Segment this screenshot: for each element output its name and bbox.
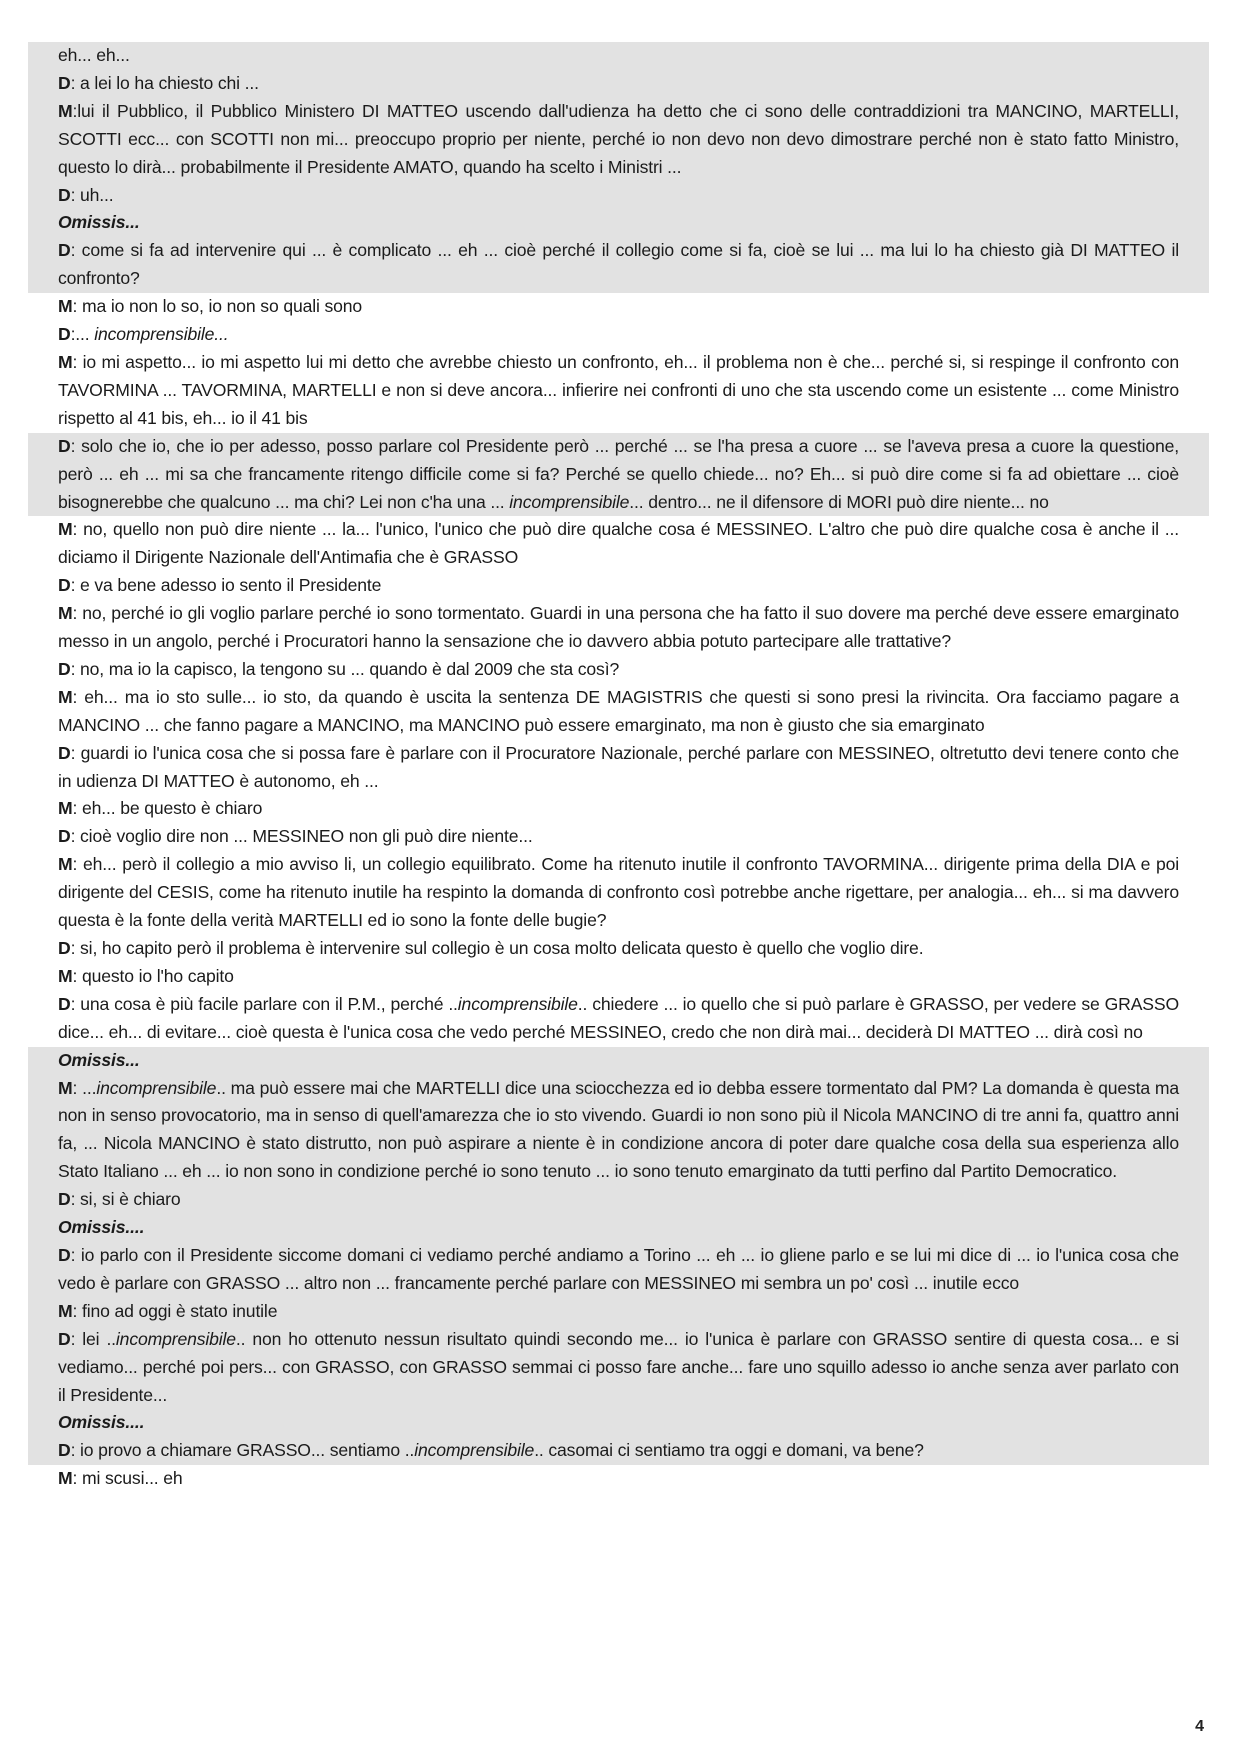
transcript-line [28,600,1209,656]
italic-note: incomprensibile [509,491,630,512]
speaker-label: M [58,965,73,986]
speaker-label: D [58,938,71,958]
line-text: : fino ad oggi è stato inutile [72,1300,278,1321]
line-text: : eh... ma io sto sulle... io sto, da quando è uscita la sentenza DE MAGISTRIS che questi si sono presi la rivincita. Ora facciamo pagare a MANCINO ... che fanno pagare a MANCINO, ma MANCINO può essere emarginato, ma non è giusto che sia emarginato [58,686,1179,735]
line-text: : guardi io l'unica cosa che si possa fare è parlare con il Procuratore Nazionale, perché parlare con MESSINEO, oltretutto devi tenere conto che in udienza DI MATTEO è autonomo, eh ... [58,742,1179,791]
line-text: Omissis... [58,212,140,233]
line-text: : come si fa ad intervenire qui ... è complicato ... eh ... cioè perché il collegio come si fa, cioè se lui ... ma lui lo ha chiesto già DI MATTEO il confronto? [58,240,1179,289]
transcript-line [28,1075,1209,1187]
line-text: :... [70,324,95,345]
speaker-label: D [58,1244,71,1265]
italic-note: incomprensibile [414,1440,535,1461]
transcript-line [28,1326,1209,1410]
transcript-line [28,433,1209,517]
transcript-line [28,740,1209,796]
line-text: Omissis.... [58,1217,145,1238]
speaker-label: D [58,575,71,596]
line-text: : eh... però il collegio a mio avviso li, un collegio equilibrato. Come ha ritenuto inutile il confronto TAVORMINA... dirigente prima della DIA e poi dirigente del CESIS, come ha ritenuto inutile ha respinto la domanda di confronto così potrebbe anche rigettare, per analogia... eh... si ma davvero questa è la fonte della verità MARTELLI ed io sono la fonte delle bugie? [58,854,1179,931]
line-text: : si, si è chiaro [70,1189,181,1210]
speaker-label: M [58,1077,73,1098]
omissis-marker [28,1409,1209,1437]
line-text: : no, perché io gli voglio parlare perché io sono tormentato. Guardi in una persona che ha fatto il suo dovere ma perché deve essere emarginato messo in un angolo, perché i Procuratori hanno la sensazione che io davvero abbia potuto partecipare alle trattative? [58,603,1179,652]
speaker-label: M [58,854,73,875]
speaker-label: D [58,324,71,345]
transcript-line [28,991,1209,1047]
speaker-label: D [58,435,71,456]
line-text: Omissis... [58,1049,140,1070]
line-text: .. ma può essere mai che MARTELLI dice una sciocchezza ed io debba essere tormentato dal PM? La domanda è questa ma non in senso provocatorio, ma in senso di quell'amarezza che io sto vivendo. Guardi io non sono più il Nicola MANCINO di tre anni fa, quattro anni fa, ... Nicola MANCINO è stato distrutto, non può aspirare a niente è in condizione ancora di poter dare qualche cosa della sua esperienza allo Stato Italiano ... eh ... io non sono in condizione perché io sono tenuto ... io sono tenuto emarginato da tutti perfino dal Partito Democratico. [58,1077,1179,1182]
line-text: : ... [72,1077,97,1098]
speaker-label: M [58,519,73,540]
line-text: : cioè voglio dire non ... MESSINEO non gli può dire niente... [70,826,533,847]
speaker-label: M [58,686,73,707]
speaker-label: D [58,1189,71,1210]
transcript-line [28,1186,1209,1214]
transcript-line [28,98,1209,182]
transcript-line [28,1437,1209,1465]
speaker-label: M [58,296,73,317]
transcript-line [28,795,1209,823]
transcript-line [28,1298,1209,1326]
transcript-line [28,684,1209,740]
transcript-line [28,349,1209,433]
transcript-line [28,572,1209,600]
omissis-marker [28,209,1209,237]
speaker-label: D [58,993,71,1014]
line-text: : io provo a chiamare GRASSO... sentiamo .. [70,1440,415,1461]
speaker-label: D [58,72,71,93]
line-text: : solo che io, che io per adesso, posso parlare col Presidente però ... perché ... se l'ha presa a cuore ... se l'aveva presa a cuore la questione, però ... eh ... mi sa che francamente ritengo difficile come si fa? Perché se quello chiede... no? Eh... si può dire come si fa ad obiettare ... cioè bisognerebbe che qualcuno ... ma chi? Lei non c'ha una ... [58,435,1179,512]
italic-note: incomprensibile [457,993,578,1014]
omissis-marker [28,1047,1209,1075]
transcript-line [28,656,1209,684]
line-text: : una cosa è più facile parlare con il P.M., perché .. [70,993,458,1014]
italic-note: incomprensibile... [94,324,229,345]
line-text: .. non ho ottenuto nessun risultato quindi secondo me... io l'unica è parlare con GRASSO sentire di questa cosa... e si vediamo... perché poi pers... con GRASSO, con GRASSO semmai ci posso fare anche... fare uno squillo adesso io anche senza aver parlato con il Presidente... [58,1328,1180,1405]
transcript-line [28,182,1209,210]
transcript-line [28,823,1209,851]
line-text: :lui il Pubblico, il Pubblico Ministero DI MATTEO uscendo dall'udienza ha detto che ci sono delle contraddizioni tra MANCINO, MARTELLI, SCOTTI ecc... con SCOTTI non mi... preoccupo proprio per niente, perché io non devo non devo dimostrare perché non è stato fatto Ministro, questo lo dirà... probabilmente il Presidente AMATO, quando ha scelto i Ministri ... [58,100,1179,177]
line-text: : lei .. [70,1328,116,1349]
speaker-label: D [58,826,71,847]
line-text: : questo io l'ho capito [72,965,234,986]
speaker-label: D [58,240,71,261]
page-number: 4 [1195,1718,1204,1735]
line-text: : e va bene adesso io sento il Presidente [70,575,382,596]
line-text: : io mi aspetto... io mi aspetto lui mi detto che avrebbe chiesto un confronto, eh... il problema non è che... perché si, si respinge il confronto con TAVORMINA ... TAVORMINA, MARTELLI e non si deve ancora... infierire nei confronti di uno che sta uscendo come un esistente ... come Ministro rispetto al 41 bis, eh... io il 41 bis [58,351,1179,428]
italic-note: incomprensibile [96,1077,217,1098]
line-text: : uh... [70,184,114,205]
speaker-label: D [58,742,71,763]
transcript-line [28,963,1209,991]
speaker-label: M [58,1468,73,1489]
speaker-label: D [58,1328,71,1349]
line-text: ... dentro... ne il difensore di MORI può dire niente... no [629,491,1049,512]
line-text: : no, quello non può dire niente ... la... l'unico, l'unico che può dire qualche cosa é MESSINEO. L'altro che può dire qualche cosa è anche il ... diciamo il Dirigente Nazionale dell'Antimafia che è GRASSO [58,519,1179,568]
speaker-label: M [58,351,73,372]
speaker-label: M [58,603,73,624]
speaker-label: M [58,100,73,121]
transcript-line [28,42,1209,70]
line-text: eh... eh... [58,45,130,65]
line-text: : si, ho capito però il problema è intervenire sul collegio è un cosa molto delicata questo è quello che voglio dire. [70,938,924,958]
transcript-line [28,935,1209,963]
line-text: .. chiedere ... io quello che si può parlare è GRASSO, per vedere se GRASSO dice... eh... di evitare... cioè questa è l'unica cosa che vedo perché MESSINEO, credo che non dirà mai... deciderà DI MATTEO ... dirà così no [58,993,1179,1042]
line-text: : io parlo con il Presidente siccome domani ci vediamo perché andiamo a Torino ... eh ... io gliene parlo e se lui mi dice di ... io l'unica cosa che vedo è parlare con GRASSO ... altro non ... francamente perché parlare con MESSINEO mi sembra un po' così ... inutile ecco [58,1244,1179,1293]
line-text: : eh... be questo è chiaro [72,798,263,819]
line-text: : mi scusi... eh [72,1468,183,1489]
transcript-line [28,516,1209,572]
transcript-line [28,1242,1209,1298]
italic-note: incomprensibile [115,1328,236,1349]
transcript-line [28,70,1209,98]
speaker-label: D [58,1440,71,1461]
line-text: : no, ma io la capisco, la tengono su ... quando è dal 2009 che sta così? [70,658,620,679]
transcript-line [28,293,1209,321]
transcript-line [28,851,1209,935]
speaker-label: D [58,184,71,205]
transcript-line [28,237,1209,293]
transcript-line [28,1465,1209,1493]
transcript-body [28,42,1209,1493]
speaker-label: M [58,1300,73,1321]
omissis-marker [28,1214,1209,1242]
transcript-line [28,321,1209,349]
line-text: Omissis.... [58,1412,145,1433]
line-text: .. casomai ci sentiamo tra oggi e domani, va bene? [534,1440,924,1461]
speaker-label: M [58,798,73,819]
speaker-label: D [58,658,71,679]
line-text: : ma io non lo so, io non so quali sono [72,296,363,317]
line-text: : a lei lo ha chiesto chi ... [70,72,259,93]
